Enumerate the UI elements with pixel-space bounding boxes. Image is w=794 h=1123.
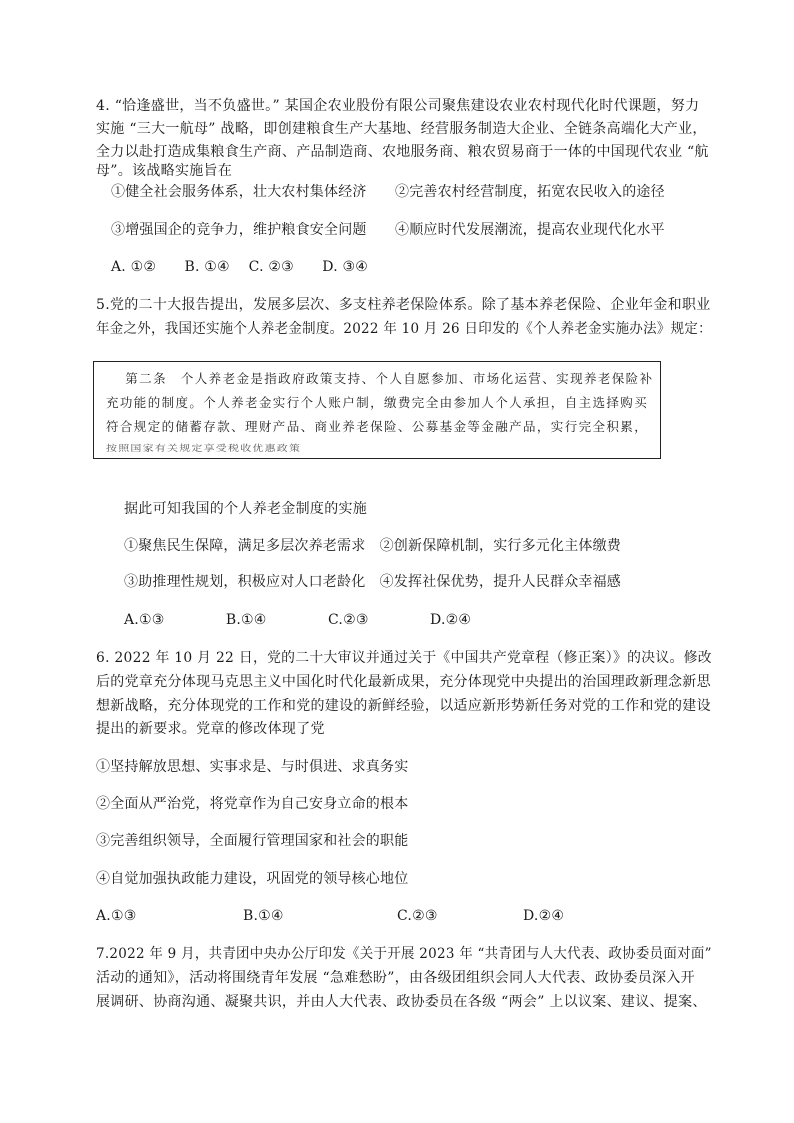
q6-answer-c: C.②③ [397,908,438,924]
q6-option: ④自觉加强执政能力建设，巩固党的领导核心地位 [96,871,409,887]
q4-stem-line: 4. “恰逢盛世，当不负盛世。” 某国企农业股份有限公司聚焦建设农业农村现代化时代课题，努力 [96,98,700,114]
q5-option-line: ③助推理性规划，积极应对人口老龄化 ④发挥社保优势，提升人民群众幸福感 [124,574,621,590]
q4-stem-line: 母”。该战略实施旨在 [96,163,233,179]
q5-answer-choices: A.①③ B.①④ C.②③ D.②④ [124,612,472,628]
regulation-line: 第二条 个人养老金是指政府政策支持、个人自愿参加、市场化运营、实现养老保险补 [106,371,654,386]
q7-stem-line: 展调研、协商沟通、凝聚共识，并由人大代表、政协委员在各级 “两会” 上以议案、建议、提案、 [96,994,707,1010]
q5-option-line: ①聚焦民生保障，满足多层次养老需求 ②创新保障机制，实行多元化主体缴费 [124,538,621,554]
q4-stem-line: 全力以赴打造成集粮食生产商、产品制造商、农地服务商、粮农贸易商于一体的中国现代农业 “航 [96,144,709,160]
regulation-line: 按照国家有关规定享受税收优惠政策 [106,442,302,454]
q6-option: ②全面从严治党，将党章作为自己安身立命的根本 [96,796,409,812]
q4-stem-line: 实施 “三大一航母” 战略，即创建粮食生产大基地、经营服务制造大企业、全链条高端化大产业， [96,121,707,137]
q6-answer-d: D.②④ [523,908,565,924]
q4-answer-choices: A. ①② B. ①④ C. ②③ D. ③④ [111,259,368,275]
q6-stem-line: 想新战略，充分体现党的工作和党的建设的新鲜经验，以适应新形势新任务对党的工作和党的建设 [96,698,711,714]
q4-option-line: ①健全社会服务体系，壮大农村集体经济 ②完善农村经营制度，拓宽农民收入的途径 [111,184,665,200]
q6-answer-b: B.①④ [243,908,284,924]
q6-stem-line: 提出的新要求。党章的修改体现了党 [96,721,325,737]
q6-option: ③完善组织领导，全面履行管理国家和社会的职能 [96,833,409,849]
q6-answer-a: A.①③ [96,908,137,924]
regulation-line: 符合规定的储蓄存款、理财产品、商业养老保险、公募基金等金融产品，实行完全积累， [106,419,649,434]
q7-stem-line: 活动的通知》，活动将围绕青年发展 “急难愁盼”，由各级团组织会同人大代表、政协委员深入开 [96,970,695,986]
q5-question: 据此可知我国的个人养老金制度的实施 [124,501,368,517]
q7-stem-line: 7.2022 年 9 月，共青团中央办公厅印发《关于开展 2023 年 “共青团与人大代表、政协委员面对面” [96,946,712,962]
regulation-line: 充功能的制度。个人养老金实行个人账户制，缴费完全由参加人个人承担，自主选择购买 [106,395,649,410]
q5-stem-line: 年金之外，我国还实施个人养老金制度。2022 年 10 月 26 日印发的《个人养老金实施办法》规定： [96,321,712,337]
q6-stem-line: 6. 2022 年 10 月 22 日，党的二十大审议并通过关于《中国共产党章程（修正案）》的决议。修改 [96,650,712,666]
q6-option: ①坚持解放思想、实事求是、与时俱进、求真务实 [96,759,409,775]
q5-stem-line: 5.党的二十大报告提出，发展多层次、多支柱养老保险体系。除了基本养老保险、企业年金和职业 [96,297,711,313]
q6-stem-line: 后的党章充分体现马克思主义中国化时代化最新成果，充分体现党中央提出的治国理政新理念新思 [96,674,711,690]
regulation-excerpt-box [93,361,661,459]
q4-option-line: ③增强国企的竞争力，维护粮食安全问题 ④顺应时代发展潮流，提高农业现代化水平 [111,222,665,238]
